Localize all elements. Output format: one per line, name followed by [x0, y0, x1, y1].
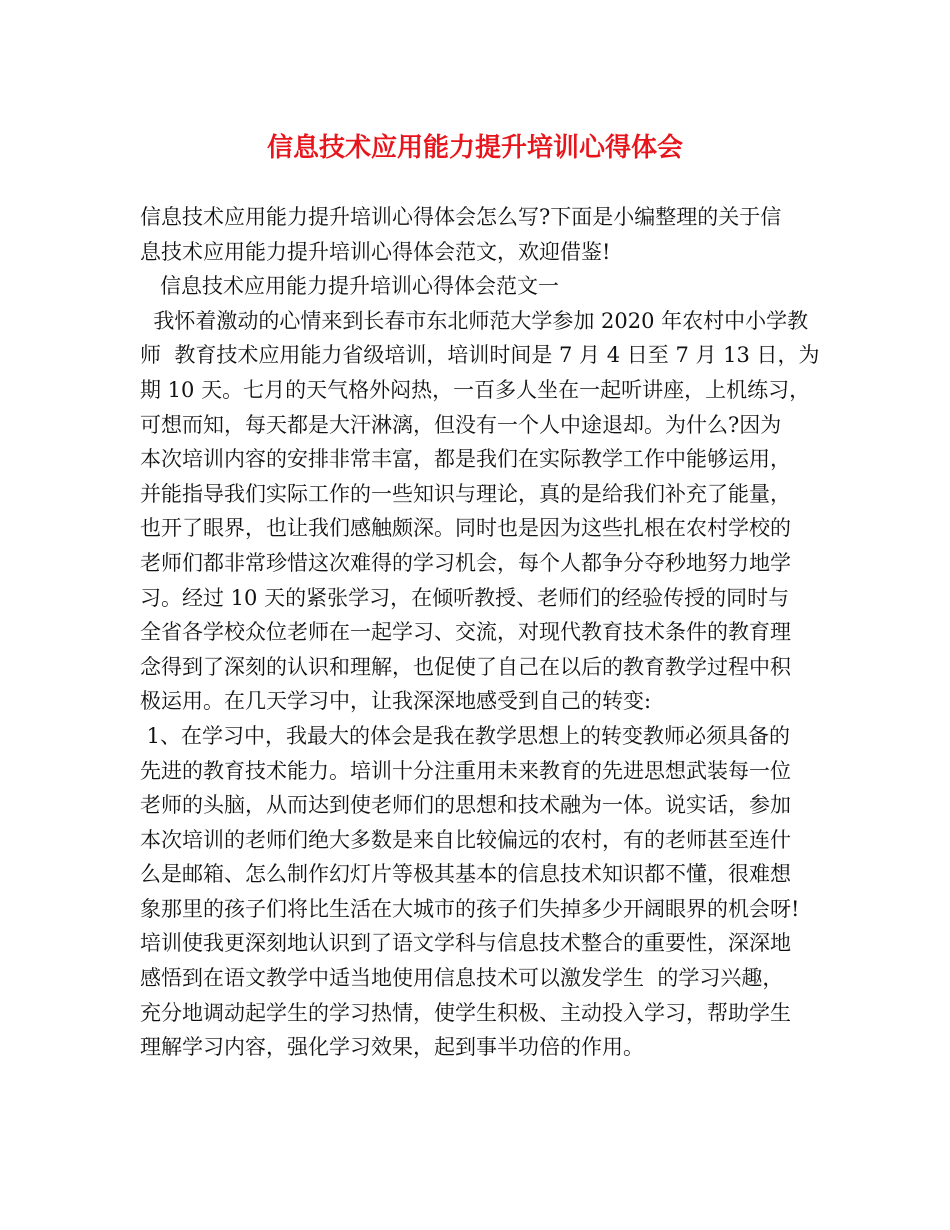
section-heading: 信息技术应用能力提升培训心得体会范文一 — [140, 274, 560, 299]
body-line: 先进的教育技术能力。培训十分注重用未来教育的先进思想武装每一位 — [140, 758, 791, 783]
body-line: 象那里的孩子们将比生活在大城市的孩子们失掉多少开阔眼界的机会呀! — [140, 896, 800, 921]
body-line: 理解学习内容，强化学习效果，起到事半功倍的作用。 — [140, 1035, 644, 1060]
body-line: 培训使我更深刻地认识到了语文学科与信息技术整合的重要性，深深地 — [140, 931, 791, 956]
body-line: 我怀着激动的心情来到长春市东北师范大学参加 2020 年农村中小学教 — [140, 308, 809, 333]
body-line: 么是邮箱、怎么制作幻灯片等极其基本的信息技术知识都不懂，很难想 — [140, 862, 791, 887]
body-line: 1、在学习中，我最大的体会是我在教学思想上的转变教师必须具备的 — [140, 723, 791, 748]
body-line: 念得到了深刻的认识和理解，也促使了自己在以后的教育教学过程中积 — [140, 654, 791, 679]
document-body — [140, 200, 820, 1065]
body-line: 充分地调动起学生的学习热情，使学生积极、主动投入学习，帮助学生 — [140, 1000, 791, 1025]
body-line: 全省各学校众位老师在一起学习、交流，对现代教育技术条件的教育理 — [140, 620, 791, 645]
body-line: 也开了眼界，也让我们感触颇深。同时也是因为这些扎根在农村学校的 — [140, 516, 791, 541]
body-line: 老师们都非常珍惜这次难得的学习机会，每个人都争分夺秒地努力地学 — [140, 550, 791, 575]
body-line: 息技术应用能力提升培训心得体会范文，欢迎借鉴! — [140, 239, 611, 264]
body-line: 老师的头脑，从而达到使老师们的思想和技术融为一体。说实话，参加 — [140, 793, 791, 818]
body-line: 习。经过 10 天的紧张学习，在倾听教授、老师们的经验传授的同时与 — [140, 585, 790, 610]
body-line: 可想而知，每天都是大汗淋漓，但没有一个人中途退却。为什么?因为 — [140, 412, 782, 437]
body-line: 期 10 天。七月的天气格外闷热，一百多人坐在一起听讲座，上机练习， — [140, 377, 811, 402]
body-line: 并能指导我们实际工作的一些知识与理论，真的是给我们补充了能量， — [140, 481, 791, 506]
document-title: 信息技术应用能力提升培训心得体会 — [266, 133, 683, 163]
body-line: 信息技术应用能力提升培训心得体会怎么写?下面是小编整理的关于信 — [140, 205, 782, 229]
body-line: 本次培训内容的安排非常丰富，都是我们在实际教学工作中能够运用， — [140, 447, 791, 472]
body-line: 本次培训的老师们绝大多数是来自比较偏远的农村，有的老师甚至连什 — [140, 827, 791, 852]
body-line: 感悟到在语文教学中适当地使用信息技术可以激发学生 的学习兴趣， — [140, 966, 784, 991]
body-line: 极运用。在几天学习中，让我深深地感受到自己的转变: — [140, 689, 652, 714]
body-line: 师 教育技术应用能力省级培训，培训时间是 7 月 4 日至 7 月 13 日，为 — [140, 343, 820, 368]
